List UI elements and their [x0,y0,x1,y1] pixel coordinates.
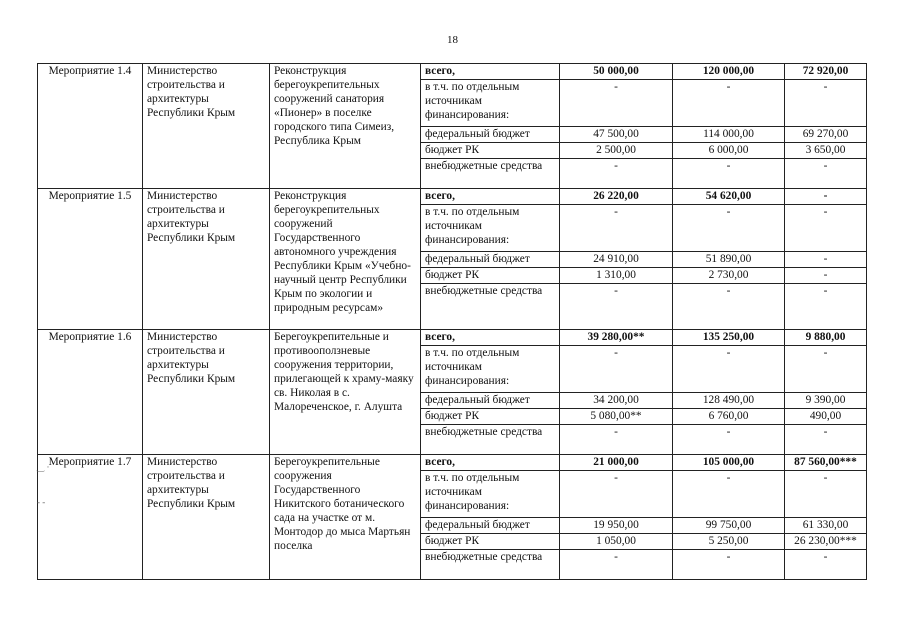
amount-cell: 26 220,00 [560,189,673,205]
amount-cell: 1 050,00 [560,534,673,550]
amount-cell: - [673,205,785,252]
amount-cell: 24 910,00 [560,252,673,268]
amount-cell: 34 200,00 [560,393,673,409]
amount-cell: 5 250,00 [673,534,785,550]
amount-cell: - [560,471,673,518]
funding-source-label: в т.ч. по отдельным источникам финансирования: [421,80,560,127]
funding-source-label: бюджет РК [421,268,560,284]
event-name: Мероприятие 1.6 [38,330,143,455]
funding-source-label: в т.ч. по отдельным источникам финансирования: [421,346,560,393]
funding-source-label: федеральный бюджет [421,127,560,143]
funding-source-label: бюджет РК [421,534,560,550]
amount-cell: 5 080,00** [560,409,673,425]
object-description: Реконструкция берегоукрепительных сооружений санатория «Пионер» в поселке городского типа Симеиз, Республика Крым [270,64,421,189]
amount-cell: - [673,550,785,580]
funding-source-label: федеральный бюджет [421,252,560,268]
amount-cell: 114 000,00 [673,127,785,143]
event-name: Мероприятие 1.4 [38,64,143,189]
amount-cell: - [560,425,673,455]
amount-cell: - [673,284,785,330]
executor-name: Министерство строительства и архитектуры Республики Крым [143,64,270,189]
object-description: Реконструкция берегоукрепительных сооружений Государственного автономного учреждения Республики Крым «Учебно-научный центр Республики Крым по экологии и природным ресурсам» [270,189,421,330]
amount-cell: 72 920,00 [785,64,867,80]
funding-source-label: внебюджетные средства [421,425,560,455]
amount-cell: 50 000,00 [560,64,673,80]
object-description: Берегоукрепительные сооружения Государственного Никитского ботанического сада на участке от м. Монтодор до мыса Мартьян поселка [270,455,421,580]
funding-source-label: бюджет РК [421,143,560,159]
executor-name: Министерство строительства и архитектуры Республики Крым [143,330,270,455]
amount-cell: - [560,284,673,330]
amount-cell: 128 490,00 [673,393,785,409]
amount-cell: - [785,346,867,393]
amount-cell: 135 250,00 [673,330,785,346]
amount-cell: - [785,550,867,580]
table-row [38,455,867,471]
amount-cell: 6 760,00 [673,409,785,425]
amount-cell: - [673,346,785,393]
amount-cell: - [785,425,867,455]
funding-source-label: всего, [421,330,560,346]
object-description: Берегоукрепительные и противооползневые сооружения территории, прилегающей к храму-маяку св. Николая в с. Малореченское, г. Алушта [270,330,421,455]
event-name: Мероприятие 1.7 [38,455,143,580]
funding-source-label: федеральный бюджет [421,393,560,409]
executor-name: Министерство строительства и архитектуры Республики Крым [143,189,270,330]
amount-cell: 87 560,00*** [785,455,867,471]
funding-source-label: всего, [421,64,560,80]
table-row [38,330,867,346]
table-row [38,64,867,80]
amount-cell: - [673,80,785,127]
funding-source-label: внебюджетные средства [421,159,560,189]
amount-cell: 6 000,00 [673,143,785,159]
table-row [38,189,867,205]
amount-cell: 1 310,00 [560,268,673,284]
amount-cell: 2 730,00 [673,268,785,284]
amount-cell: - [785,189,867,205]
amount-cell: 21 000,00 [560,455,673,471]
amount-cell: 105 000,00 [673,455,785,471]
amount-cell: - [673,159,785,189]
amount-cell: - [673,425,785,455]
amount-cell: 69 270,00 [785,127,867,143]
amount-cell: - [560,80,673,127]
amount-cell: - [785,284,867,330]
amount-cell: 61 330,00 [785,518,867,534]
amount-cell: 39 280,00** [560,330,673,346]
amount-cell: 47 500,00 [560,127,673,143]
page-number: 18 [447,34,458,46]
funding-source-label: бюджет РК [421,409,560,425]
funding-source-label: внебюджетные средства [421,550,560,580]
amount-cell: 3 650,00 [785,143,867,159]
scan-artifact: - - [37,497,46,507]
scan-artifact: ‿ · [37,462,50,472]
funding-source-label: федеральный бюджет [421,518,560,534]
amount-cell: 9 390,00 [785,393,867,409]
funding-source-label: в т.ч. по отдельным источникам финансирования: [421,471,560,518]
amount-cell: - [560,346,673,393]
amount-cell: - [785,471,867,518]
funding-source-label: всего, [421,455,560,471]
amount-cell: 19 950,00 [560,518,673,534]
amount-cell: - [560,550,673,580]
amount-cell: - [785,268,867,284]
amount-cell: - [785,252,867,268]
amount-cell: 51 890,00 [673,252,785,268]
amount-cell: - [785,205,867,252]
amount-cell: - [673,471,785,518]
amount-cell: 99 750,00 [673,518,785,534]
amount-cell: 54 620,00 [673,189,785,205]
funding-source-label: внебюджетные средства [421,284,560,330]
amount-cell: 490,00 [785,409,867,425]
funding-source-label: всего, [421,189,560,205]
event-name: Мероприятие 1.5 [38,189,143,330]
funding-source-label: в т.ч. по отдельным источникам финансирования: [421,205,560,252]
amount-cell: - [560,205,673,252]
amount-cell: - [560,159,673,189]
amount-cell: - [785,159,867,189]
amount-cell: 9 880,00 [785,330,867,346]
amount-cell: 2 500,00 [560,143,673,159]
amount-cell: 26 230,00*** [785,534,867,550]
amount-cell: - [785,80,867,127]
funding-table [37,63,867,580]
executor-name: Министерство строительства и архитектуры Республики Крым [143,455,270,580]
amount-cell: 120 000,00 [673,64,785,80]
